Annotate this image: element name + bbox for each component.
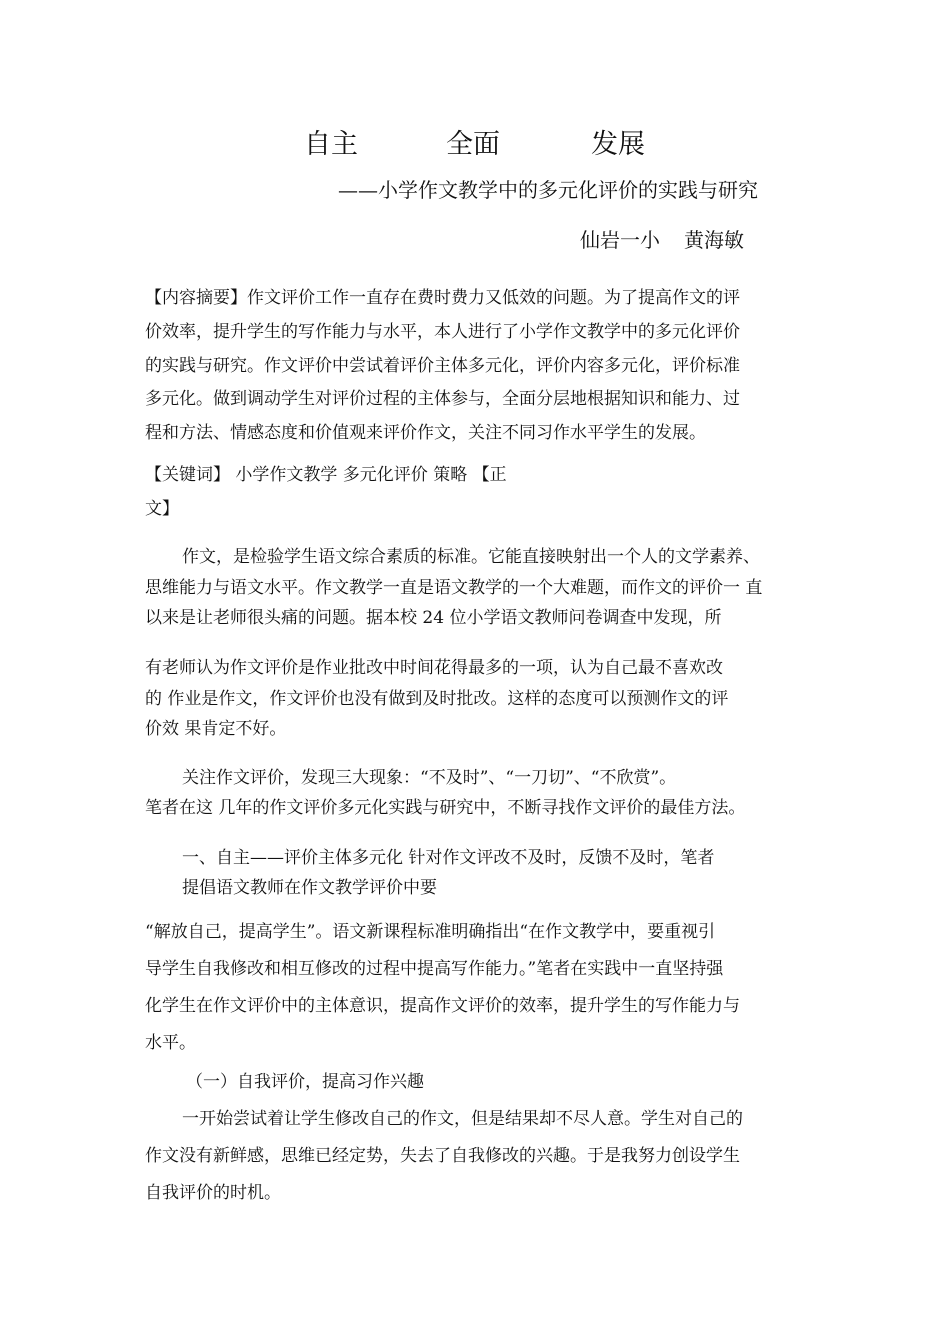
abstract-line: 【内容摘要】作文评价工作一直存在费时费力又低效的问题。为了提高作文的评 [145, 288, 740, 308]
body-line: 关注作文评价，发现三大现象：“不及时”、“一刀切”、“不欣赏”。 [182, 768, 677, 788]
keywords-line: 【关键词】 小学作文教学 多元化评价 策略 【正 [145, 465, 507, 485]
body-line: 的 作业是作文，作文评价也没有做到及时批改。这样的态度可以预测作文的评 [145, 689, 729, 709]
author-name: 黄海敏 [684, 228, 744, 252]
body-line: 自我评价的时机。 [145, 1183, 281, 1203]
body-line: “解放自己，提高学生”。语文新课程标准明确指出“在作文教学中，要重视引 [145, 922, 716, 942]
section-heading: 一、自主——评价主体多元化 针对作文评改不及时，反馈不及时，笔者 [182, 848, 715, 868]
author-school: 仙岩一小 [580, 228, 660, 252]
title-part-1: 自主 [304, 129, 358, 160]
subtitle: ——小学作文教学中的多元化评价的实践与研究 [338, 178, 758, 202]
keywords-line: 文】 [145, 499, 179, 519]
body-line: 水平。 [145, 1033, 196, 1053]
body-line: 化学生在作文评价中的主体意识，提高作文评价的效率，提升学生的写作能力与 [145, 996, 740, 1016]
body-line: 提倡语文教师在作文教学评价中要 [182, 878, 437, 898]
body-line: 思维能力与语文水平。作文教学一直是语文教学的一个大难题，而作文的评价一 直 [145, 578, 763, 598]
title-part-2: 全面 [446, 129, 500, 160]
abstract-line: 程和方法、情感态度和价值观来评价作文，关注不同习作水平学生的发展。 [145, 423, 706, 443]
body-line: 一开始尝试着让学生修改自己的作文，但是结果却不尽人意。学生对自己的 [182, 1109, 743, 1129]
title-part-3: 发展 [591, 129, 645, 160]
abstract-line: 多元化。做到调动学生对评价过程的主体参与，全面分层地根据知识和能力、过 [145, 389, 740, 409]
body-line: 有老师认为作文评价是作业批改中时间花得最多的一项，认为自己最不喜欢改 [145, 658, 723, 678]
subsection-heading: （一）自我评价，提高习作兴趣 [186, 1072, 424, 1092]
body-line: 笔者在这 几年的作文评价多元化实践与研究中，不断寻找作文评价的最佳方法。 [145, 798, 746, 818]
body-line: 以来是让老师很头痛的问题。据本校 24 位小学语文教师问卷调查中发现，所 [145, 608, 722, 628]
author-line [580, 224, 744, 253]
body-line: 作文没有新鲜感，思维已经定势，失去了自我修改的兴趣。于是我努力创设学生 [145, 1146, 740, 1166]
body-line: 导学生自我修改和相互修改的过程中提高写作能力。”笔者在实践中一直坚持强 [145, 959, 724, 979]
body-line: 价效 果肯定不好。 [145, 719, 287, 739]
abstract-line: 的实践与研究。作文评价中尝试着评价主体多元化，评价内容多元化，评价标准 [145, 356, 740, 376]
abstract-line: 价效率，提升学生的写作能力与水平，本人进行了小学作文教学中的多元化评价 [145, 322, 740, 342]
page-title [0, 122, 950, 162]
body-line: 作文，是检验学生语文综合素质的标准。它能直接映射出一个人的文学素养、 [182, 547, 760, 567]
